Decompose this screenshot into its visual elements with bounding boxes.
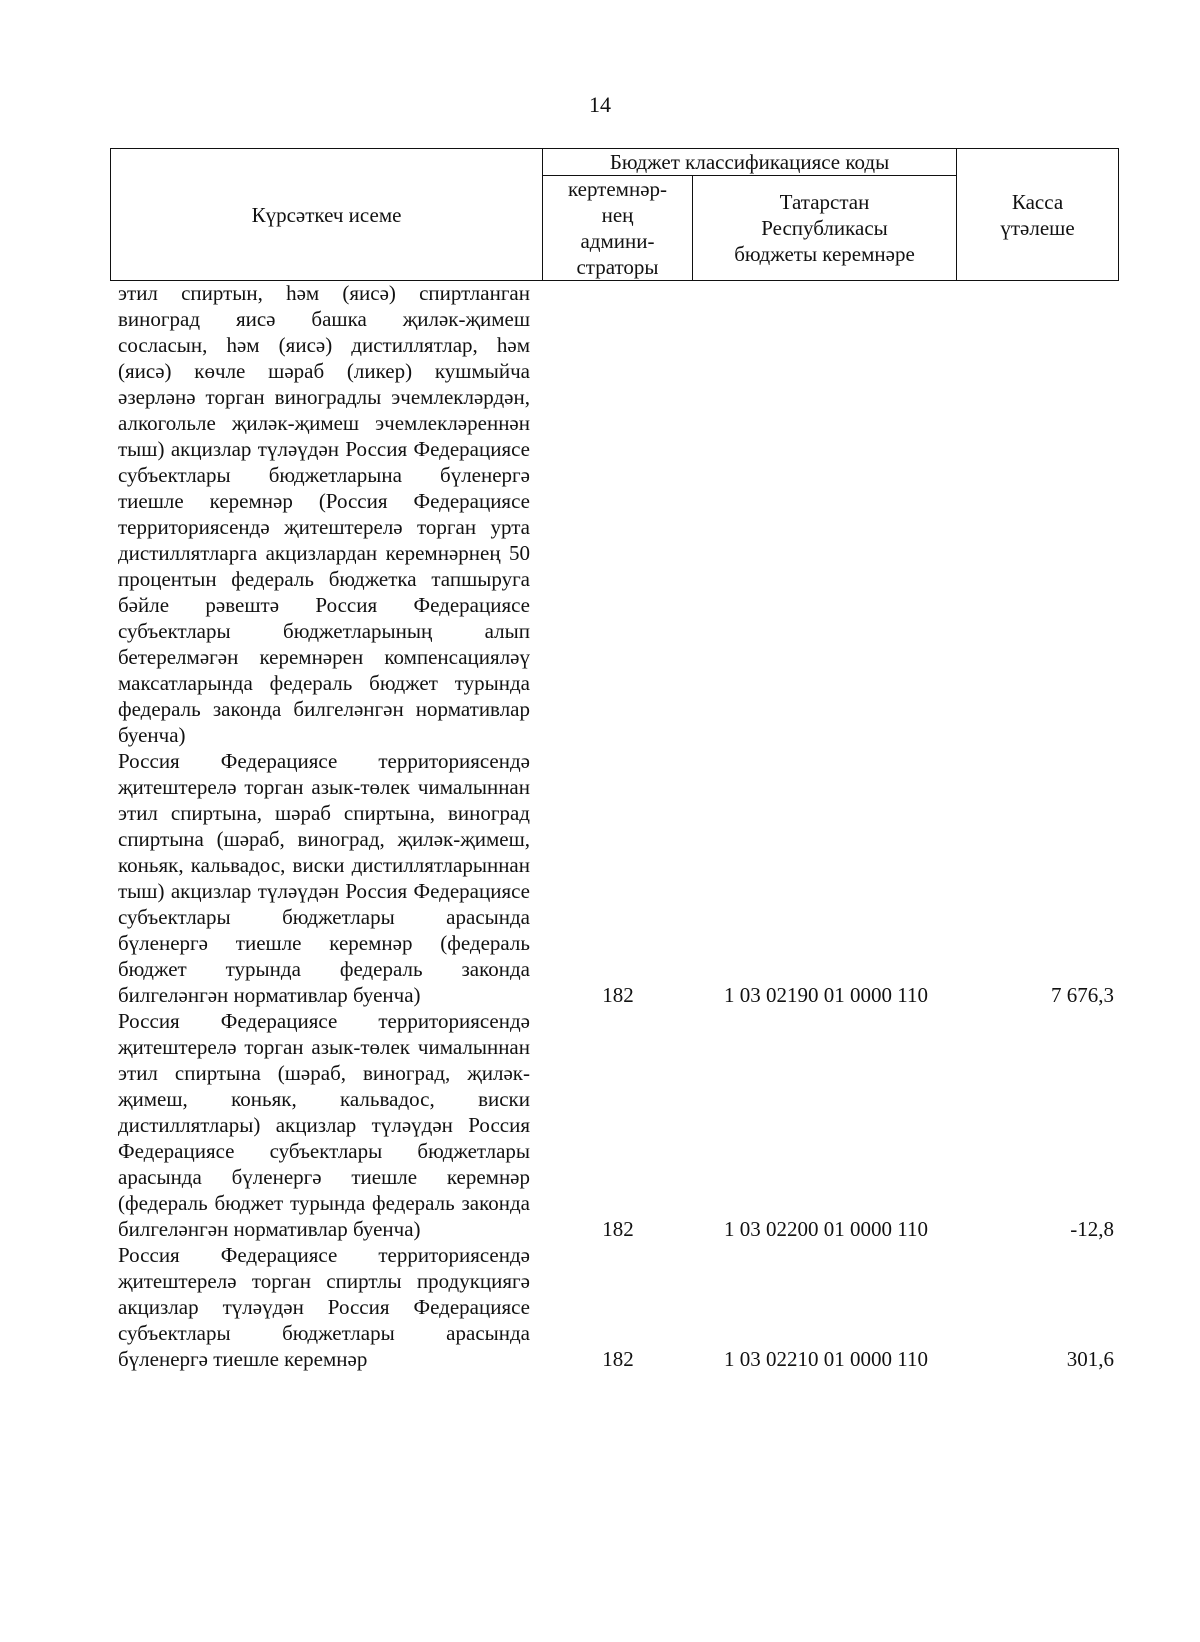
table-body (0, 280, 1200, 1372)
table-row (0, 1242, 1200, 1372)
column-header-code: Татарстан Республикасы бюджеты керемнәре (693, 176, 957, 281)
row-name: Россия Федерациясе территориясендә җитештерелә торган спиртлы продукциягә акцизлар түләүдән Россия Федерациясе субъектлары бюджетлары арасында бүленергә тиешле керемнәр (118, 1243, 530, 1371)
table-row (0, 748, 1200, 1008)
row-name: Россия Федерациясе территориясендә җитештерелә торган азык-төлек чималыннан этил спиртына (шәраб, виноград, җиләк-җимеш, коньяк, кальвадос, виски дистиллятлары) акцизлар түләүдән Россия Федерациясе субъектлары бюджетлары арасында бүленергә тиешле керемнәр (федераль бюджет турында федераль законда билгеләнгән нормативлар буенча) (118, 1009, 530, 1241)
row-classification-code: 1 03 02200 01 0000 110 (724, 1217, 928, 1241)
row-name: этил спиртын, һәм (яисә) спиртланган виноград яисә башка җиләк-җимеш сосласын, һәм (яисә) дистиллятлар, һәм (яисә) көчле шәраб (ликер) кушмыйча әзерләнә торган виноградлы эчемлекләрдән, алкогольле җиләк-җимеш эчемлекләреннән тыш) акцизлар түләүдән Россия Федерациясе субъектлары бюджетларына бүленергә тиешле керемнәр (Россия Федерациясе территориясендә җитештерелә торган урта дистиллятларга акцизлардан керемнәрнең 50 процентын федераль бюджетка тапшыруга бәйле рәвештә Россия Федерациясе субъектлары бюджетларының алып бетерелмәгән керемнәрен компенсацияләү максатларында федераль бюджет турында федераль законда билгеләнгән нормативлар буенча) (118, 281, 530, 747)
column-header-name: Күрсәткеч исеме (111, 149, 543, 281)
column-header-amount: Касса үтәлеше (957, 149, 1119, 281)
table-row (0, 280, 1200, 748)
row-name: Россия Федерациясе территориясендә җитештерелә торган азык-төлек чималыннан этил спиртына, шәраб спиртына, виноград спиртына (шәраб, виноград, җиләк-җимеш, коньяк, кальвадос, виски дистиллятларыннан тыш) акцизлар түләүдән Россия Федерациясе субъектлары бюджетлары арасында бүленергә тиешле керемнәр (федераль бюджет турында федераль законда билгеләнгән нормативлар буенча) (118, 749, 530, 1007)
row-admin-code: 182 (602, 1347, 634, 1371)
row-amount: 301,6 (1066, 1347, 1114, 1371)
row-classification-code: 1 03 02190 01 0000 110 (724, 983, 928, 1007)
column-header-admin: кертемнәр- нең админи- страторы (543, 176, 693, 281)
table-header (110, 148, 1119, 281)
row-amount: -12,8 (1070, 1217, 1114, 1241)
page-number: 14 (589, 92, 611, 117)
row-admin-code: 182 (602, 1217, 634, 1241)
row-amount: 7 676,3 (1051, 983, 1114, 1007)
row-admin-code: 182 (602, 983, 634, 1007)
column-header-group: Бюджет классификациясе коды (543, 149, 957, 176)
table-row (0, 1008, 1200, 1242)
row-classification-code: 1 03 02210 01 0000 110 (724, 1347, 928, 1371)
